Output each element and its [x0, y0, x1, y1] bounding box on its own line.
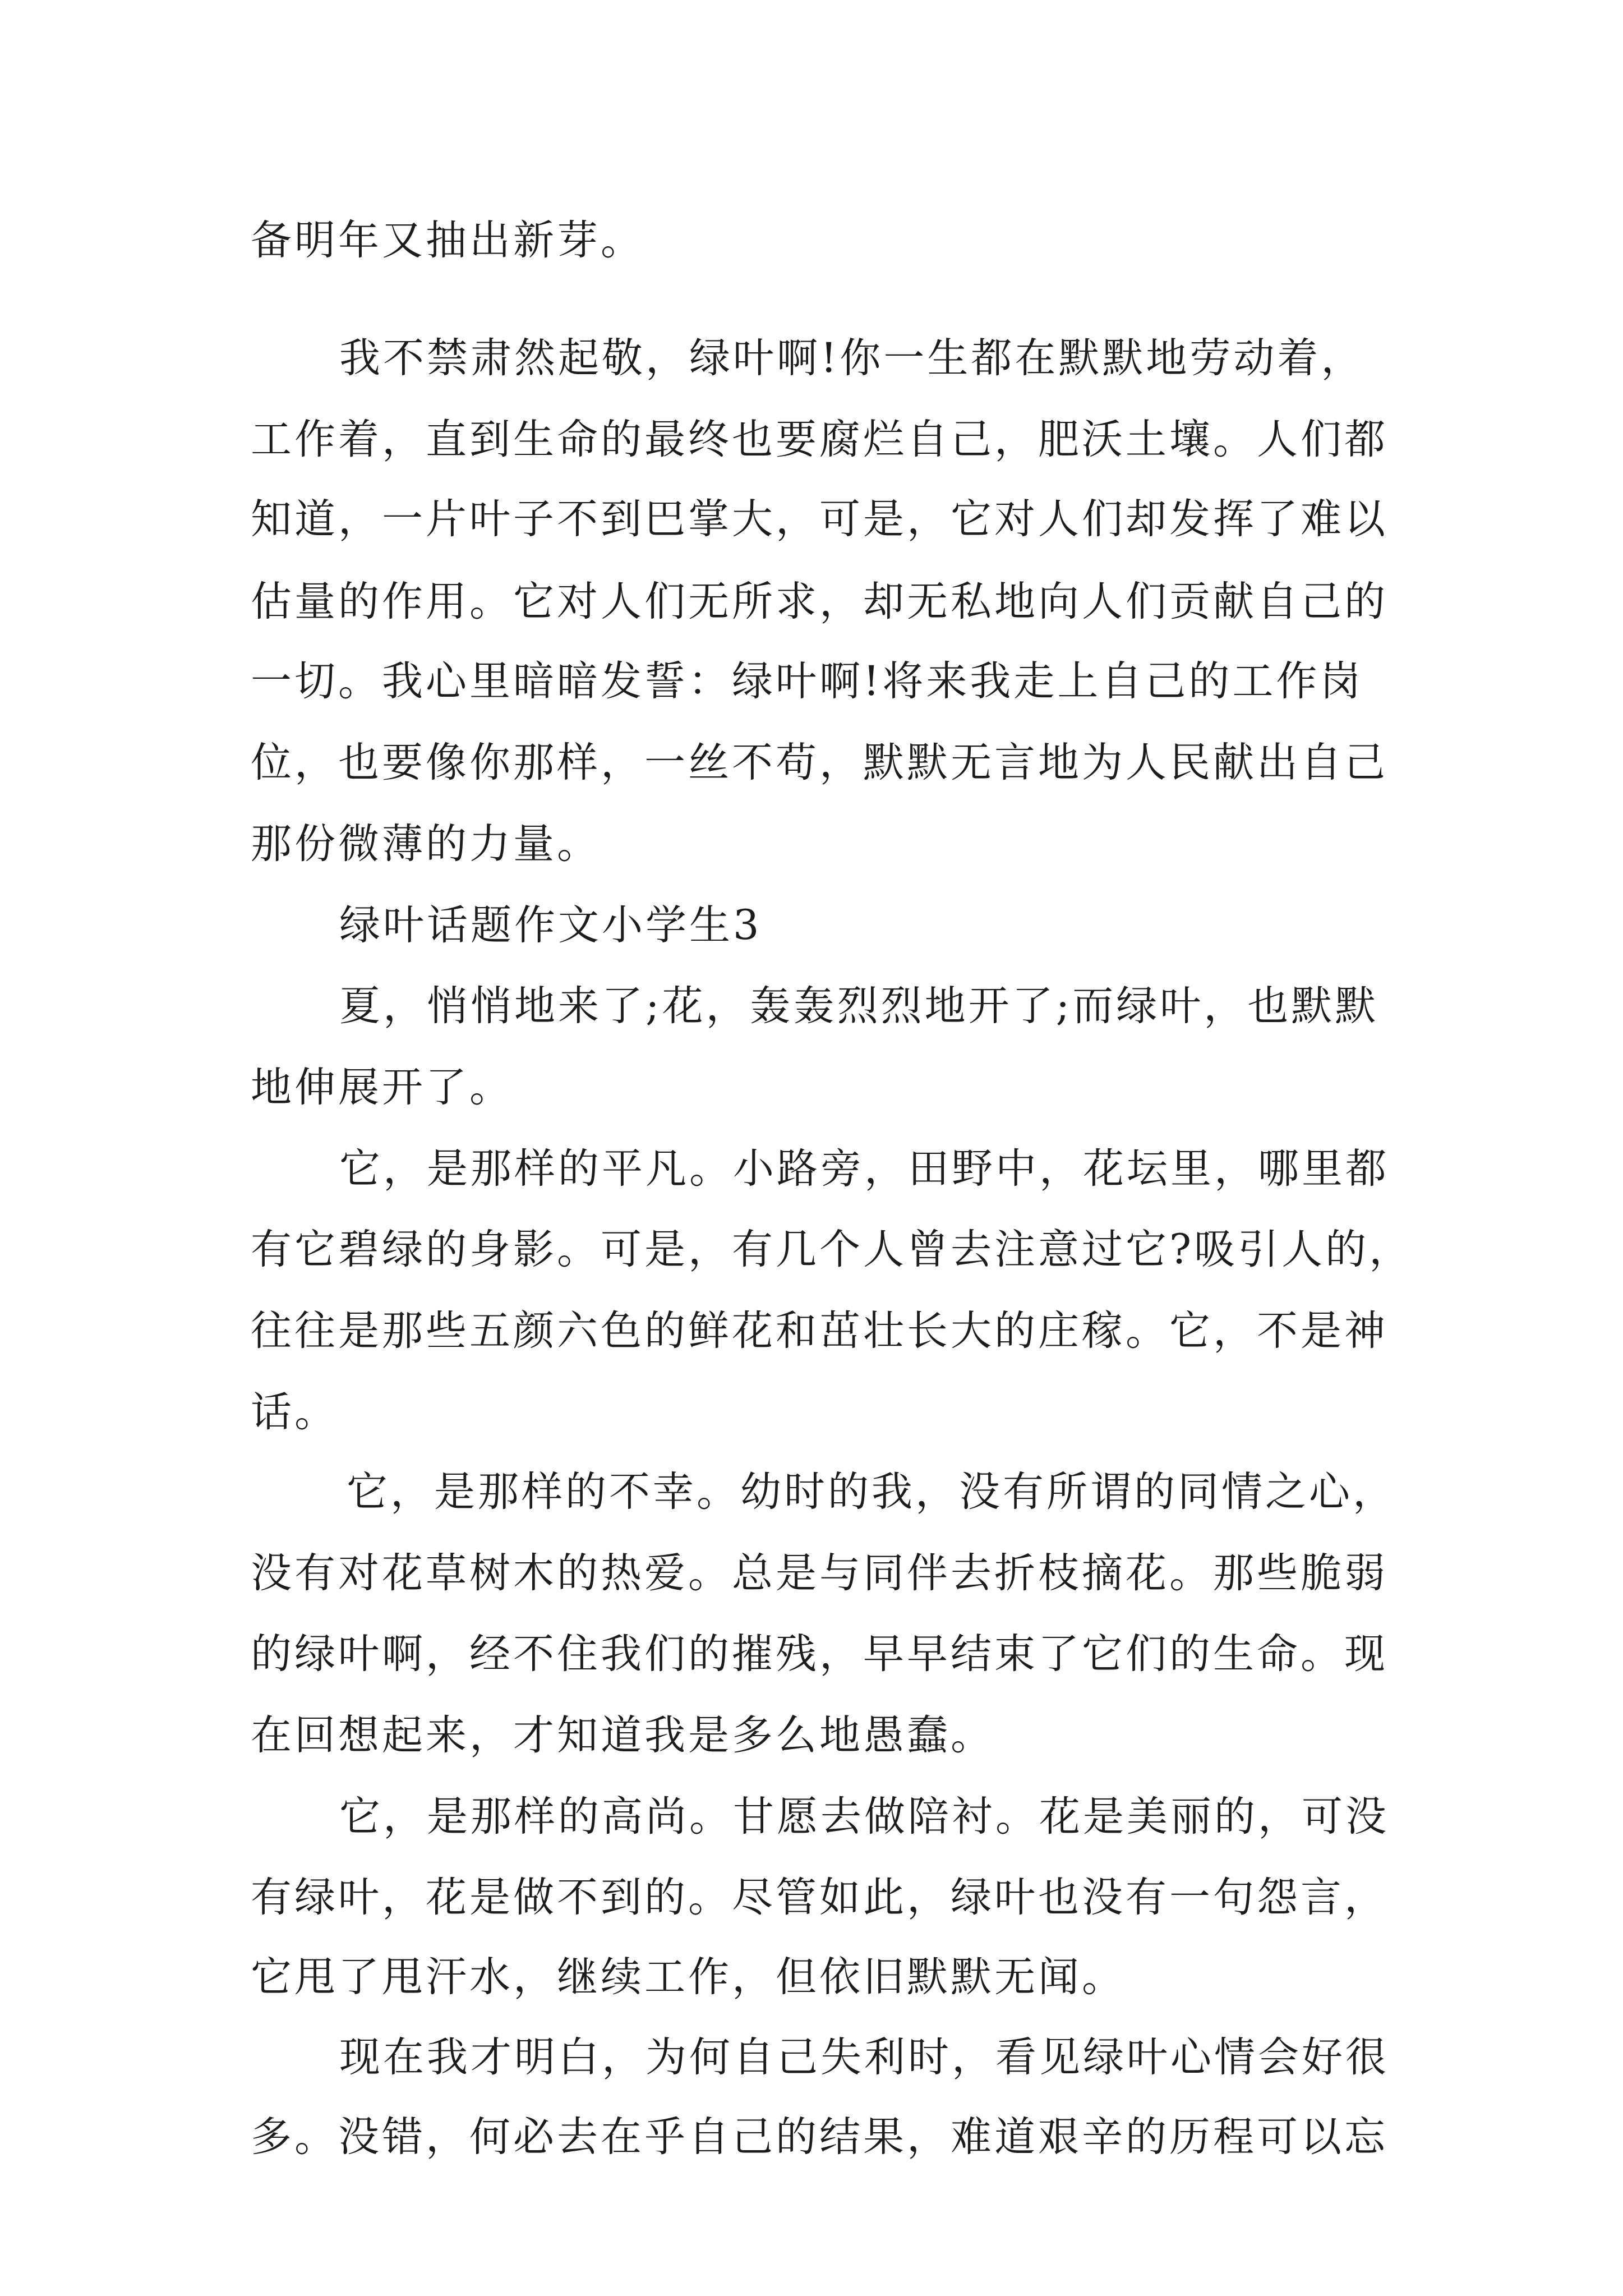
text-line: 往往是那些五颜六色的鲜花和茁壮长大的庄稼。它，不是神 — [251, 1307, 1388, 1355]
text-line: 它甩了甩汗水，继续工作，但依旧默默无闻。 — [251, 1953, 1126, 2001]
text-line: 我不禁肃然起敬，绿叶啊!你一生都在默默地劳动着， — [339, 334, 1365, 382]
text-line: 它，是那样的平凡。小路旁，田野中，花坛里，哪里都 — [339, 1145, 1389, 1193]
text-line: 有绿叶，花是做不到的。尽管如此，绿叶也没有一句怨言， — [251, 1874, 1388, 1921]
heading-line: 绿叶话题作文小学生3 — [339, 901, 762, 949]
text-line: 它，是那样的不幸。幼时的我，没有所谓的同情之心， — [347, 1468, 1396, 1516]
text-line: 没有对花草树木的热爱。总是与同伴去折枝摘花。那些脆弱 — [251, 1549, 1388, 1597]
text-line: 话。 — [251, 1388, 338, 1436]
text-line: 夏，悄悄地来了;花，轰轰烈烈地开了;而绿叶，也默默 — [339, 982, 1379, 1030]
text-line: 知道，一片叶子不到巴掌大，可是，它对人们却发挥了难以 — [251, 495, 1388, 543]
text-line: 有它碧绿的身影。可是，有几个人曾去注意过它?吸引人的， — [251, 1226, 1413, 1273]
text-line: 现在我才明白，为何自己失利时，看见绿叶心情会好很 — [339, 2033, 1389, 2081]
text-line: 工作着，直到生命的最终也要腐烂自己，肥沃土壤。人们都 — [251, 416, 1388, 463]
text-line: 它，是那样的高尚。甘愿去做陪衬。花是美丽的，可没 — [339, 1793, 1389, 1841]
text-line: 的绿叶啊，经不住我们的摧残，早早结束了它们的生命。现 — [251, 1630, 1388, 1678]
text-line: 地伸展开了。 — [251, 1064, 513, 1111]
text-line: 备明年又抽出新芽。 — [251, 217, 644, 264]
text-line: 估量的作用。它对人们无所求，却无私地向人们贡献自己的 — [251, 578, 1388, 625]
text-line: 那份微薄的力量。 — [251, 820, 601, 868]
text-line: 多。没错，何必去在乎自己的结果，难道艰辛的历程可以忘 — [251, 2113, 1388, 2161]
text-line: 一切。我心里暗暗发誓：绿叶啊!将来我走上自己的工作岗 — [251, 657, 1364, 705]
text-line: 位，也要像你那样，一丝不苟，默默无言地为人民献出自己 — [251, 739, 1388, 786]
text-line: 在回想起来，才知道我是多么地愚蠢。 — [251, 1711, 994, 1759]
